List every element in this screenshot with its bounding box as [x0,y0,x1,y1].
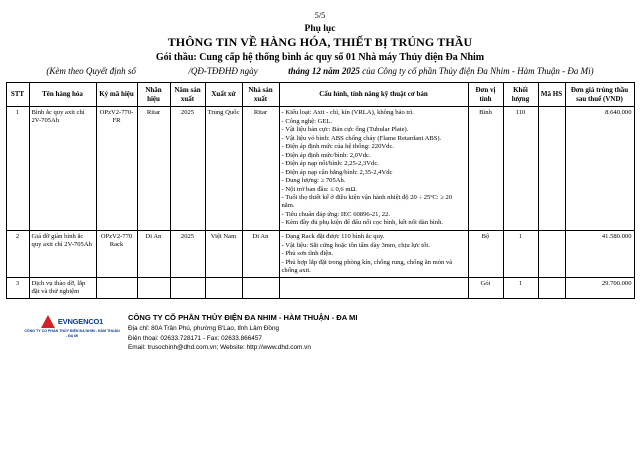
col-price: Đơn giá trúng thầu sau thuế (VND) [565,83,634,107]
cell-stt: 2 [6,231,29,278]
appendix-label: Phụ lục [304,24,336,34]
company-info [120,309,358,352]
table-header-row [6,83,634,107]
decree-reference [0,66,640,76]
document-page [0,10,640,464]
col-qty: Khối lượng [503,83,538,107]
col-brand: Nhãn hiệu [137,83,170,107]
company-email: Email: trusochinh@dhd.com.vn; Website: http://www.dhd.com.vn [128,343,311,351]
col-stt: STT [6,83,29,107]
spec-line: - Công nghệ: GEL. [281,117,333,125]
cell-qty: 110 [503,107,538,231]
page-title: THÔNG TIN VỀ HÀNG HÓA, THIẾT BỊ TRÚNG THẦU [167,35,473,49]
col-hs: Mã HS [538,83,565,107]
cell-year: 2025 [170,231,205,278]
spec-line: - Điện áp định mức/bình: 2,0Vdc. [281,151,371,159]
cell-code: OPzV2-770 Rack [96,231,137,278]
logo-subtext: CÔNG TY CỔ PHẦN THỦY ĐIỆN ĐA NHIM - HÀM THUẬN - ĐA MI [24,329,120,338]
spec-line: - Tiêu chuẩn đáp ứng: IEC 60896-21, 22. [281,210,391,218]
cell-unit: Bộ [468,231,503,278]
cell-name: Giá đỡ giàn bình ắc quy axit chì 2V-705Ah [29,231,96,278]
cell-year: 2025 [170,107,205,231]
company-phone: Điện thoại: 02633.728171 - Fax: 02633.866457 [128,334,262,342]
triangle-icon [41,315,55,328]
spec-line: - Điện áp nạp cân bằng/bình: 2,35-2,4Vdc [281,168,393,176]
spec-line: - Nội trở ban đầu: ≤ 0,6 mΩ. [281,185,358,193]
company-logo [24,309,120,338]
package-subtitle: Gói thầu: Cung cấp hệ thống bình ác quy số 01 Nhà máy Thủy điện Đa Nhim [155,52,485,63]
table-row [6,107,634,231]
table-row [6,231,634,278]
spec-line: - Phủ sơn tĩnh điện. [281,250,334,258]
cell-hs [538,231,565,278]
col-unit: Đơn vị tính [468,83,503,107]
cell-brand: Di An [137,231,170,278]
title-block [0,24,640,63]
cell-stt: 1 [6,107,29,231]
page-number: 5/5 [314,10,326,20]
cell-origin: Việt Nam [205,231,242,278]
cell-name: Dịch vụ thào dỡ, lắp đặt và thử nghiệm [29,278,96,299]
spec-line: - Kiểu loại: Axit - chì, kín (VRLA), không bảo trì. [281,109,414,117]
col-origin: Xuất xứ [205,83,242,107]
cell-spec [279,278,468,299]
cell-maker: Ritar [242,107,279,231]
decree-mid: /QĐ-TĐĐHĐ ngày [188,66,258,76]
cell-qty: 1 [503,231,538,278]
cell-qty: 1 [503,278,538,299]
cell-maker [242,278,279,299]
table-body [6,107,634,299]
col-year: Năm sản xuất [170,83,205,107]
goods-table [6,82,635,299]
cell-unit: Gói [468,278,503,299]
cell-hs [538,278,565,299]
cell-unit: Bình [468,107,503,231]
logo-wordmark: EVNGENCO1 [57,317,104,327]
cell-maker: Di An [242,231,279,278]
spec-line: - Dung lượng: ≥ 705Ah. [281,177,346,185]
spec-line: - Điện áp định mức của hệ thống: 220Vdc. [281,143,395,151]
decree-date: tháng 12 năm 2025 [288,66,360,76]
spec-line: - Kèm đầy đủ phụ kiện để đấu nối cọc bình, kết nối dàn bình. [281,219,444,227]
decree-suffix: của Công ty cổ phần Thủy điện Đa Nhim - Hàm Thuận - Đa Mi) [362,66,594,76]
spec-line: - Vật liệu vỏ bình: ABS chống cháy (Flame Retardant ABS). [281,134,442,142]
cell-year [170,278,205,299]
decree-prefix: (Kèm theo Quyết định số [46,66,136,76]
spec-line: - Phủ hợp lắp đặt trong phòng kín, chống rung, chống ăn mòn và chống axit. [281,258,453,274]
cell-spec [279,107,468,231]
cell-stt: 3 [6,278,29,299]
spec-line: - Dạng Rack đặt được 110 bình ắc quy. [281,233,385,240]
table-row [6,278,634,299]
col-name: Tên hàng hóa [29,83,96,107]
spec-line: - Vật liệu bản cực: Bản cực ống (Tubular Plate). [281,126,409,134]
footer [0,309,640,352]
cell-origin: Trung Quốc [205,107,242,231]
col-code: Ký mã hiệu [96,83,137,107]
cell-spec [279,231,468,278]
cell-price: 29.700.000 [565,278,634,299]
company-address: Địa chỉ: 80A Trần Phú, phường B'Lao, tỉnh Lâm Đồng [128,325,280,333]
cell-origin [205,278,242,299]
company-name: CÔNG TY CỔ PHẦN THỦY ĐIỆN ĐA NHIM - HÀM THUẬN - ĐA MI [128,313,358,323]
cell-price: 41.580.000 [565,231,634,278]
spec-line: - Vật liệu: Sắt cứng hoặc tôn tấm dày 3mm, chịu lực tốt. [281,241,430,249]
cell-name: Bình ắc quy axit chì 2V-705Ah [29,107,96,231]
cell-hs [538,107,565,231]
cell-code [96,278,137,299]
spec-line: - Tuổi thọ thiết kế ở điều kiện vận hành nhiệt độ 20 ÷ 25ºC: ≥ 20 năm. [281,194,453,210]
col-spec: Cấu hình, tính năng kỹ thuật cơ bản [279,83,468,107]
logo-mark [24,315,120,328]
cell-brand [137,278,170,299]
spec-line: - Điện áp nạp nổi/bình: 2,25-2,3Vdc. [281,160,379,168]
cell-code: OPzV2-770-FR [96,107,137,231]
col-maker: Nhà sản xuất [242,83,279,107]
cell-brand: Ritar [137,107,170,231]
cell-price: 8.640.000 [565,107,634,231]
